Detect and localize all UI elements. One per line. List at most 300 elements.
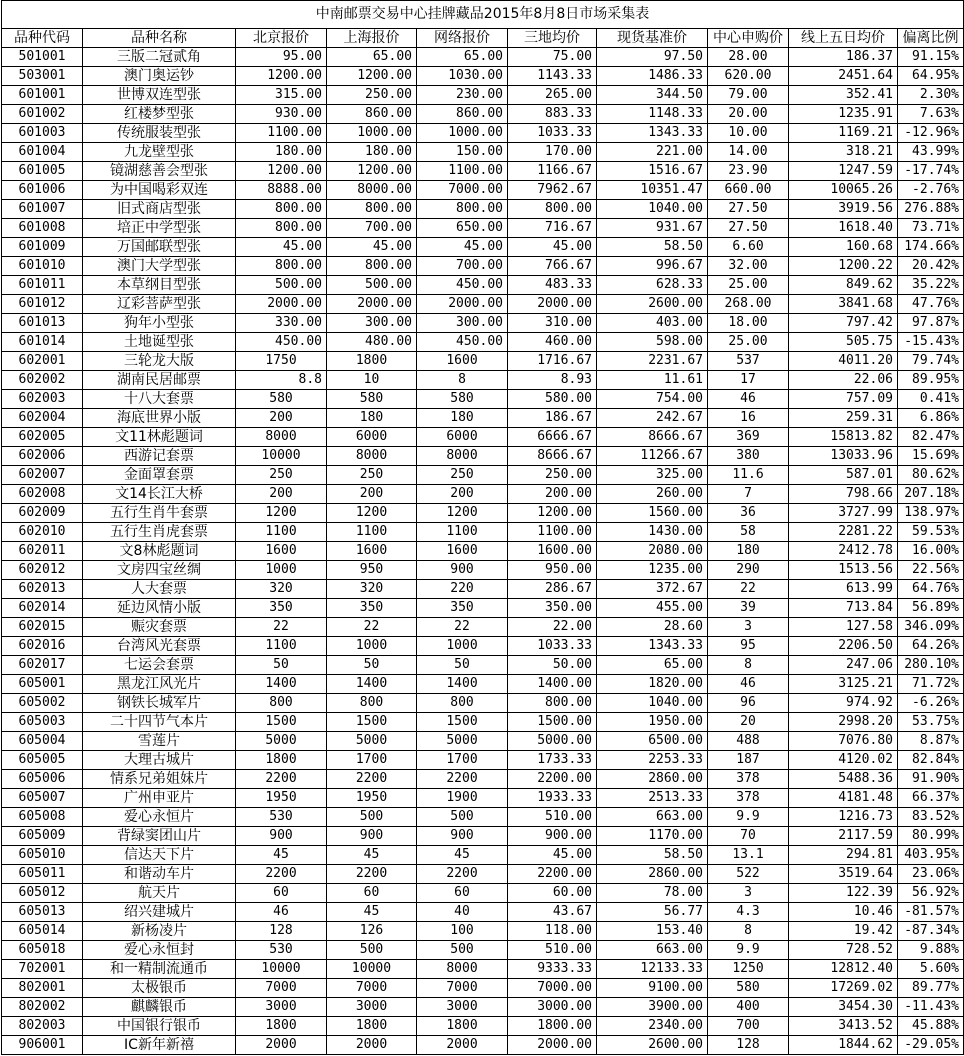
cell-name: 文房四宝丝绸 [83,561,236,580]
table-row [2,371,964,390]
cell-beijing-price: 350 [236,599,327,618]
cell-spot-base-price: 78.00 [597,884,708,903]
cell-beijing-price: 45.00 [236,238,327,257]
cell-three-city-avg: 60.00 [508,884,597,903]
cell-code: 602009 [2,504,83,523]
cell-online-price: 650.00 [417,219,508,238]
cell-online-price: 7000.00 [417,181,508,200]
table-row [2,124,964,143]
cell-code: 601005 [2,162,83,181]
cell-beijing-price: 1200 [236,504,327,523]
cell-center-subscription-price: 46 [708,390,789,409]
cell-deviation-ratio: 64.26% [898,637,964,656]
cell-online-price: 100 [417,922,508,941]
cell-spot-base-price: 1516.67 [597,162,708,181]
cell-shanghai-price: 8000.00 [327,181,417,200]
cell-beijing-price: 800.00 [236,200,327,219]
cell-center-subscription-price: 187 [708,751,789,770]
cell-online-5day-avg: 3727.99 [789,504,898,523]
cell-shanghai-price: 700.00 [327,219,417,238]
cell-code: 602017 [2,656,83,675]
cell-three-city-avg: 716.67 [508,219,597,238]
cell-shanghai-price: 45.00 [327,238,417,257]
cell-three-city-avg: 118.00 [508,922,597,941]
cell-code: 602011 [2,542,83,561]
cell-beijing-price: 1200.00 [236,67,327,86]
cell-shanghai-price: 1200.00 [327,67,417,86]
cell-shanghai-price: 860.00 [327,105,417,124]
cell-shanghai-price: 60 [327,884,417,903]
cell-three-city-avg: 510.00 [508,941,597,960]
cell-deviation-ratio: 80.62% [898,466,964,485]
cell-code: 602002 [2,371,83,390]
cell-center-subscription-price: 17 [708,371,789,390]
cell-center-subscription-price: 11.6 [708,466,789,485]
cell-deviation-ratio: 56.92% [898,884,964,903]
cell-spot-base-price: 1560.00 [597,504,708,523]
cell-shanghai-price: 45 [327,903,417,922]
cell-spot-base-price: 97.50 [597,48,708,67]
cell-online-price: 65.00 [417,48,508,67]
cell-deviation-ratio: -17.74% [898,162,964,181]
table-row [2,257,964,276]
cell-online-price: 1200 [417,504,508,523]
cell-three-city-avg: 1400.00 [508,675,597,694]
cell-three-city-avg: 1200.00 [508,504,597,523]
cell-name: IC新年新禧 [83,1036,236,1055]
cell-online-5day-avg: 505.75 [789,333,898,352]
cell-name: 澳门大学型张 [83,257,236,276]
cell-code: 602004 [2,409,83,428]
table-row [2,447,964,466]
cell-name: 西游记套票 [83,447,236,466]
cell-center-subscription-price: 3 [708,884,789,903]
cell-beijing-price: 1100.00 [236,124,327,143]
cell-online-price: 8000 [417,960,508,979]
cell-online-price: 1600 [417,352,508,371]
cell-center-subscription-price: 8 [708,656,789,675]
cell-center-subscription-price: 488 [708,732,789,751]
cell-name: 赈灾套票 [83,618,236,637]
cell-online-price: 230.00 [417,86,508,105]
cell-online-5day-avg: 13033.96 [789,447,898,466]
cell-online-price: 22 [417,618,508,637]
cell-online-5day-avg: 2998.20 [789,713,898,732]
cell-center-subscription-price: 23.90 [708,162,789,181]
cell-center-subscription-price: 4.3 [708,903,789,922]
cell-deviation-ratio: -11.43% [898,998,964,1017]
cell-online-price: 1000.00 [417,124,508,143]
cell-online-5day-avg: 10065.26 [789,181,898,200]
cell-spot-base-price: 2860.00 [597,865,708,884]
cell-three-city-avg: 883.33 [508,105,597,124]
cell-code: 605004 [2,732,83,751]
cell-shanghai-price: 2200 [327,770,417,789]
cell-shanghai-price: 65.00 [327,48,417,67]
cell-online-price: 45 [417,846,508,865]
cell-name: 五行生肖虎套票 [83,523,236,542]
cell-shanghai-price: 1200.00 [327,162,417,181]
cell-spot-base-price: 58.50 [597,238,708,257]
table-row [2,998,964,1017]
cell-code: 602008 [2,485,83,504]
cell-three-city-avg: 1100.00 [508,523,597,542]
cell-deviation-ratio: 82.84% [898,751,964,770]
cell-code: 503001 [2,67,83,86]
table-row [2,390,964,409]
cell-center-subscription-price: 79.00 [708,86,789,105]
cell-code: 802002 [2,998,83,1017]
cell-online-price: 60 [417,884,508,903]
cell-spot-base-price: 372.67 [597,580,708,599]
cell-deviation-ratio: 35.22% [898,276,964,295]
cell-beijing-price: 1100 [236,637,327,656]
cell-spot-base-price: 1148.33 [597,105,708,124]
cell-name: 太极银币 [83,979,236,998]
cell-three-city-avg: 350.00 [508,599,597,618]
cell-spot-base-price: 1235.00 [597,561,708,580]
cell-name: 黑龙江风光片 [83,675,236,694]
cell-deviation-ratio: 82.47% [898,428,964,447]
table-row [2,979,964,998]
cell-center-subscription-price: 95 [708,637,789,656]
cell-online-5day-avg: 974.92 [789,694,898,713]
cell-center-subscription-price: 20 [708,713,789,732]
cell-online-5day-avg: 2451.64 [789,67,898,86]
cell-deviation-ratio: 43.99% [898,143,964,162]
header-three-city-avg: 三地均价 [508,29,597,48]
cell-deviation-ratio: -81.57% [898,903,964,922]
cell-three-city-avg: 170.00 [508,143,597,162]
cell-shanghai-price: 250 [327,466,417,485]
cell-online-5day-avg: 3413.52 [789,1017,898,1036]
cell-beijing-price: 1800 [236,1017,327,1036]
cell-shanghai-price: 500 [327,941,417,960]
cell-three-city-avg: 9333.33 [508,960,597,979]
table-row [2,580,964,599]
cell-code: 601013 [2,314,83,333]
table-row [2,694,964,713]
header-online-5day-avg: 线上五日均价 [789,29,898,48]
cell-code: 605002 [2,694,83,713]
cell-beijing-price: 1200.00 [236,162,327,181]
cell-code: 602016 [2,637,83,656]
table-row [2,618,964,637]
cell-name: 麒麟银币 [83,998,236,1017]
cell-center-subscription-price: 14.00 [708,143,789,162]
cell-beijing-price: 5000 [236,732,327,751]
cell-code: 605018 [2,941,83,960]
table-row [2,162,964,181]
table-row [2,485,964,504]
cell-shanghai-price: 500 [327,808,417,827]
cell-online-price: 220 [417,580,508,599]
cell-beijing-price: 530 [236,808,327,827]
cell-code: 602001 [2,352,83,371]
cell-beijing-price: 800.00 [236,257,327,276]
cell-spot-base-price: 2513.33 [597,789,708,808]
cell-name: 三轮龙大版 [83,352,236,371]
cell-beijing-price: 10000 [236,960,327,979]
cell-name: 信达天下片 [83,846,236,865]
table-row [2,67,964,86]
cell-center-subscription-price: 369 [708,428,789,447]
cell-three-city-avg: 483.33 [508,276,597,295]
cell-name: 情系兄弟姐妹片 [83,770,236,789]
cell-online-5day-avg: 2117.59 [789,827,898,846]
cell-online-5day-avg: 1200.22 [789,257,898,276]
cell-shanghai-price: 2000 [327,1036,417,1055]
cell-three-city-avg: 1733.33 [508,751,597,770]
cell-three-city-avg: 2200.00 [508,770,597,789]
cell-center-subscription-price: 580 [708,979,789,998]
cell-spot-base-price: 242.67 [597,409,708,428]
header-center-subscription-price: 中心申购价 [708,29,789,48]
cell-name: 人大套票 [83,580,236,599]
table-row [2,48,964,67]
cell-online-price: 150.00 [417,143,508,162]
cell-online-5day-avg: 587.01 [789,466,898,485]
cell-name: 万国邮联型张 [83,238,236,257]
cell-name: 背绿窦团山片 [83,827,236,846]
table-row [2,903,964,922]
cell-spot-base-price: 1040.00 [597,200,708,219]
cell-three-city-avg: 8.93 [508,371,597,390]
cell-online-5day-avg: 713.84 [789,599,898,618]
cell-three-city-avg: 580.00 [508,390,597,409]
cell-beijing-price: 330.00 [236,314,327,333]
table-row [2,181,964,200]
cell-beijing-price: 450.00 [236,333,327,352]
cell-online-price: 500 [417,941,508,960]
cell-shanghai-price: 800.00 [327,257,417,276]
cell-code: 601010 [2,257,83,276]
cell-name: 传统服装型张 [83,124,236,143]
table-row [2,295,964,314]
cell-shanghai-price: 300.00 [327,314,417,333]
cell-online-5day-avg: 3519.64 [789,865,898,884]
cell-online-5day-avg: 4120.02 [789,751,898,770]
table-row [2,200,964,219]
cell-online-price: 350 [417,599,508,618]
table-row [2,770,964,789]
cell-three-city-avg: 22.00 [508,618,597,637]
cell-beijing-price: 580 [236,390,327,409]
cell-spot-base-price: 12133.33 [597,960,708,979]
cell-deviation-ratio: 207.18% [898,485,964,504]
cell-deviation-ratio: -6.26% [898,694,964,713]
cell-online-5day-avg: 1618.40 [789,219,898,238]
cell-three-city-avg: 8666.67 [508,447,597,466]
cell-three-city-avg: 43.67 [508,903,597,922]
cell-deviation-ratio: 20.42% [898,257,964,276]
cell-center-subscription-price: 32.00 [708,257,789,276]
cell-online-price: 2000.00 [417,295,508,314]
table-body [2,48,964,1055]
cell-three-city-avg: 7962.67 [508,181,597,200]
cell-online-5day-avg: 613.99 [789,580,898,599]
cell-online-5day-avg: 728.52 [789,941,898,960]
cell-three-city-avg: 800.00 [508,200,597,219]
table-row [2,1017,964,1036]
cell-online-price: 250 [417,466,508,485]
cell-beijing-price: 315.00 [236,86,327,105]
cell-spot-base-price: 221.00 [597,143,708,162]
cell-beijing-price: 8.8 [236,371,327,390]
cell-name: 二十四节气本片 [83,713,236,732]
cell-three-city-avg: 1166.67 [508,162,597,181]
cell-beijing-price: 8888.00 [236,181,327,200]
header-row [2,29,964,48]
cell-online-5day-avg: 1513.56 [789,561,898,580]
cell-shanghai-price: 50 [327,656,417,675]
cell-name: 和一精制流通币 [83,960,236,979]
cell-deviation-ratio: 0.41% [898,390,964,409]
cell-spot-base-price: 1170.00 [597,827,708,846]
cell-center-subscription-price: 180 [708,542,789,561]
cell-deviation-ratio: 64.95% [898,67,964,86]
cell-name: 澳门奥运钞 [83,67,236,86]
cell-name: 七运会套票 [83,656,236,675]
table-row [2,960,964,979]
cell-beijing-price: 2200 [236,865,327,884]
cell-code: 602010 [2,523,83,542]
cell-online-5day-avg: 1844.62 [789,1036,898,1055]
cell-spot-base-price: 260.00 [597,485,708,504]
cell-spot-base-price: 1820.00 [597,675,708,694]
cell-spot-base-price: 344.50 [597,86,708,105]
cell-name: 狗年小型张 [83,314,236,333]
cell-online-5day-avg: 17269.02 [789,979,898,998]
cell-beijing-price: 2000.00 [236,295,327,314]
cell-spot-base-price: 58.50 [597,846,708,865]
market-data-table [1,0,964,1055]
cell-code: 601007 [2,200,83,219]
table-row [2,86,964,105]
cell-center-subscription-price: 20.00 [708,105,789,124]
cell-online-5day-avg: 318.21 [789,143,898,162]
cell-online-5day-avg: 3919.56 [789,200,898,219]
cell-spot-base-price: 663.00 [597,941,708,960]
cell-three-city-avg: 1600.00 [508,542,597,561]
cell-shanghai-price: 2000.00 [327,295,417,314]
table-row [2,599,964,618]
cell-online-price: 1100.00 [417,162,508,181]
cell-code: 602013 [2,580,83,599]
table-row [2,105,964,124]
table-row [2,713,964,732]
cell-deviation-ratio: 23.06% [898,865,964,884]
cell-shanghai-price: 1950 [327,789,417,808]
cell-center-subscription-price: 16 [708,409,789,428]
cell-center-subscription-price: 700 [708,1017,789,1036]
cell-shanghai-price: 45 [327,846,417,865]
cell-three-city-avg: 1033.33 [508,637,597,656]
cell-spot-base-price: 996.67 [597,257,708,276]
cell-beijing-price: 1100 [236,523,327,542]
cell-beijing-price: 2200 [236,770,327,789]
cell-online-price: 50 [417,656,508,675]
cell-deviation-ratio: 71.72% [898,675,964,694]
cell-beijing-price: 22 [236,618,327,637]
cell-online-5day-avg: 15813.82 [789,428,898,447]
header-beijing-price: 北京报价 [236,29,327,48]
cell-beijing-price: 1400 [236,675,327,694]
cell-name: 台湾风光套票 [83,637,236,656]
table-row [2,922,964,941]
cell-three-city-avg: 1933.33 [508,789,597,808]
cell-code: 602007 [2,466,83,485]
cell-three-city-avg: 510.00 [508,808,597,827]
cell-deviation-ratio: 97.87% [898,314,964,333]
cell-three-city-avg: 460.00 [508,333,597,352]
table-row [2,827,964,846]
table-row [2,143,964,162]
cell-online-price: 2200 [417,770,508,789]
cell-code: 602014 [2,599,83,618]
table-row [2,941,964,960]
cell-beijing-price: 10000 [236,447,327,466]
cell-center-subscription-price: 25.00 [708,276,789,295]
cell-center-subscription-price: 9.9 [708,808,789,827]
cell-beijing-price: 45 [236,846,327,865]
cell-name: 旧式商店型张 [83,200,236,219]
cell-deviation-ratio: 91.15% [898,48,964,67]
cell-shanghai-price: 800.00 [327,200,417,219]
cell-online-price: 3000 [417,998,508,1017]
cell-three-city-avg: 1800.00 [508,1017,597,1036]
table-row [2,238,964,257]
table-row [2,409,964,428]
cell-three-city-avg: 2000.00 [508,295,597,314]
cell-three-city-avg: 6666.67 [508,428,597,447]
cell-name: 湖南民居邮票 [83,371,236,390]
cell-code: 601012 [2,295,83,314]
cell-spot-base-price: 2253.33 [597,751,708,770]
cell-beijing-price: 8000 [236,428,327,447]
cell-code: 605013 [2,903,83,922]
cell-online-price: 1800 [417,1017,508,1036]
cell-code: 802003 [2,1017,83,1036]
cell-center-subscription-price: 58 [708,523,789,542]
cell-deviation-ratio: 9.88% [898,941,964,960]
cell-code: 605003 [2,713,83,732]
cell-code: 602006 [2,447,83,466]
cell-online-5day-avg: 4011.20 [789,352,898,371]
cell-three-city-avg: 45.00 [508,846,597,865]
cell-deviation-ratio: 89.77% [898,979,964,998]
cell-beijing-price: 500.00 [236,276,327,295]
cell-online-price: 1000 [417,637,508,656]
cell-code: 605008 [2,808,83,827]
cell-beijing-price: 3000 [236,998,327,1017]
cell-center-subscription-price: 8 [708,922,789,941]
cell-online-5day-avg: 4181.48 [789,789,898,808]
cell-center-subscription-price: 522 [708,865,789,884]
cell-center-subscription-price: 10.00 [708,124,789,143]
cell-shanghai-price: 1000 [327,637,417,656]
cell-center-subscription-price: 28.00 [708,48,789,67]
cell-three-city-avg: 5000.00 [508,732,597,751]
cell-spot-base-price: 10351.47 [597,181,708,200]
cell-online-price: 1500 [417,713,508,732]
cell-online-price: 450.00 [417,333,508,352]
cell-name: 和谐动车片 [83,865,236,884]
table-row [2,846,964,865]
cell-beijing-price: 530 [236,941,327,960]
table-row [2,466,964,485]
cell-shanghai-price: 6000 [327,428,417,447]
